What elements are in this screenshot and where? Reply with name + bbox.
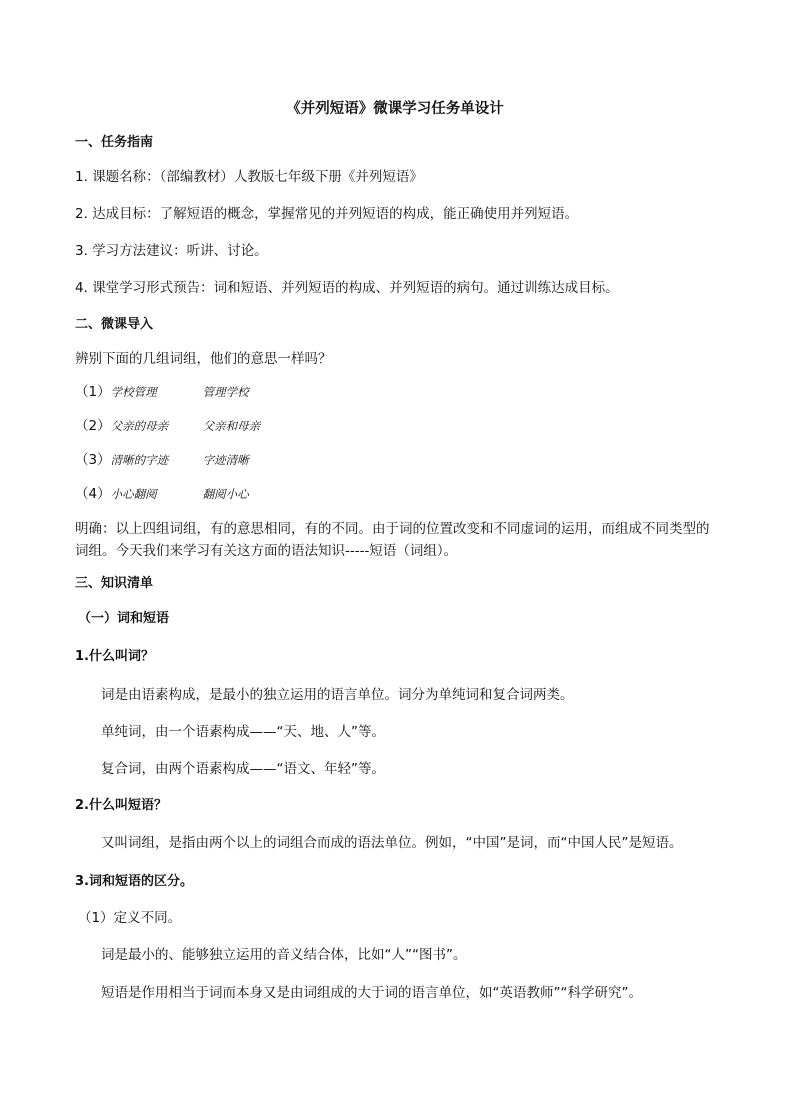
phrase-pair-3 xyxy=(75,450,249,470)
phrase-pair-1 xyxy=(75,382,249,402)
document-title: 《并列短语》微课学习任务单设计 xyxy=(286,101,504,117)
question-what-is-word: 1.什么叫词？ xyxy=(75,649,154,664)
section-heading-knowledge: 三、知识清单 xyxy=(75,576,154,591)
phrase-pair-2 xyxy=(75,416,260,436)
phrase-definition: 又叫词组，是指由两个以上的词组合而成的语法单位。例如，“中国”是词，而“中国人民”是短语。 xyxy=(101,835,683,851)
compound-word: 复合词，由两个语素构成——“语文、年轻”等。 xyxy=(101,761,385,777)
task-item-3: 3. 学习方法建议：听讲、讨论。 xyxy=(75,243,268,259)
question-what-is-phrase: 2.什么叫短语？ xyxy=(75,798,167,813)
pair-phrase-a: 清晰的字迹 xyxy=(110,453,169,467)
word-definition-detail: 词是最小的、能够独立运用的音义结合体，比如“人”“图书”。 xyxy=(101,947,467,963)
pair-number: （2） xyxy=(75,418,111,434)
section-heading-intro: 二、微课导入 xyxy=(75,317,154,332)
intro-question: 辨别下面的几组词组，他们的意思一样吗？ xyxy=(75,351,332,367)
section-heading-task-guide: 一、任务指南 xyxy=(75,135,154,150)
word-definition: 词是由语素构成，是最小的独立运用的语言单位。词分为单纯词和复合词两类。 xyxy=(101,687,574,703)
pair-phrase-b: 翻阅小心 xyxy=(202,487,249,501)
pair-phrase-b: 父亲和母亲 xyxy=(202,419,261,433)
subsection-words-phrases: （一）词和短语 xyxy=(78,611,170,626)
pair-number: （3） xyxy=(75,452,111,468)
pair-number: （4） xyxy=(75,486,111,502)
pair-phrase-b: 字迹清晰 xyxy=(202,453,249,467)
distinguish-sub-1: （1）定义不同。 xyxy=(78,910,182,926)
task-item-1: 1. 课题名称：（部编教材）人教版七年级下册《并列短语》 xyxy=(75,169,423,185)
phrase-pair-4 xyxy=(75,484,249,504)
pair-phrase-a: 父亲的母亲 xyxy=(110,419,169,433)
pair-phrase-a: 学校管理 xyxy=(110,385,157,399)
task-item-4: 4. 课堂学习形式预告：词和短语、并列短语的构成、并列短语的病句。通过训练达成目标。 xyxy=(75,280,619,296)
pair-phrase-a: 小心翻阅 xyxy=(110,487,157,501)
phrase-definition-detail: 短语是作用相当于词而本身又是由词组成的大于词的语言单位，如“英语教师”“科学研究”。 xyxy=(101,985,642,1001)
task-item-2: 2. 达成目标：了解短语的概念，掌握常见的并列短语的构成，能正确使用并列短语。 xyxy=(75,206,579,222)
question-distinguish: 3.词和短语的区分。 xyxy=(75,874,193,889)
simple-word: 单纯词，由一个语素构成——“天、地、人”等。 xyxy=(101,724,385,740)
pair-phrase-b: 管理学校 xyxy=(202,385,249,399)
pair-number: （1） xyxy=(75,384,111,400)
intro-explanation: 明确：以上四组词组，有的意思相同，有的不同。由于词的位置改变和不同虚词的运用，而组成不同类型的词组。今天我们来学习有关这方面的语法知识-----短语（词组）。 xyxy=(75,521,710,559)
